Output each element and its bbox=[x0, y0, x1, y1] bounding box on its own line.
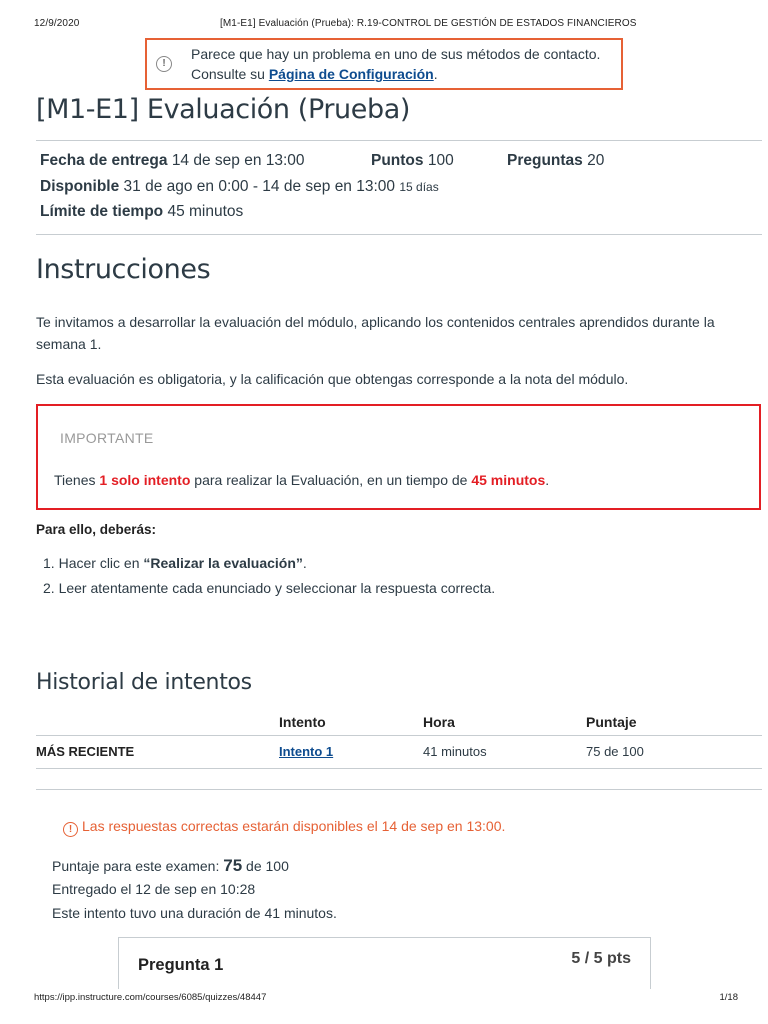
important-text-3: para realizar la Evaluación, en un tiempo de bbox=[190, 472, 472, 488]
step-item bbox=[43, 555, 495, 580]
divider bbox=[36, 789, 762, 790]
history-heading: Historial de intentos bbox=[36, 670, 252, 695]
contact-method-alert bbox=[145, 38, 623, 90]
exclamation-circle-icon: ! bbox=[156, 56, 172, 72]
questions-count bbox=[507, 152, 604, 170]
col-header-attempt: Intento bbox=[279, 714, 326, 730]
step-number: 1. bbox=[43, 555, 55, 571]
score-label: Puntaje para este examen: bbox=[52, 858, 224, 874]
attempt-duration: Este intento tuvo una duración de 41 minutos. bbox=[52, 905, 337, 921]
alert-text bbox=[191, 44, 611, 84]
table-divider bbox=[36, 768, 762, 769]
important-text bbox=[54, 472, 549, 488]
answers-availability-warning bbox=[63, 818, 505, 837]
important-title: IMPORTANTE bbox=[60, 430, 154, 446]
alert-text-after: . bbox=[433, 66, 438, 82]
divider bbox=[36, 234, 762, 235]
table-divider bbox=[36, 735, 762, 736]
attempt-link[interactable]: Intento 1 bbox=[279, 744, 334, 759]
score-total: de 100 bbox=[242, 858, 289, 874]
steps-heading: Para ello, deberás: bbox=[36, 522, 157, 537]
row-label: MÁS RECIENTE bbox=[36, 744, 135, 759]
availability-label: Disponible bbox=[40, 178, 120, 195]
submitted-at: Entregado el 12 de sep en 10:28 bbox=[52, 881, 256, 897]
questions-value: 20 bbox=[587, 152, 605, 169]
print-doc-title: [M1-E1] Evaluación (Prueba): R.19-CONTROL DE GESTIÓN DE ESTADOS FINANCIEROS bbox=[220, 18, 637, 29]
score-cell: 75 de 100 bbox=[586, 744, 644, 759]
settings-page-link[interactable]: Página de Configuración bbox=[268, 66, 434, 82]
step-text: Hacer clic en bbox=[58, 555, 144, 571]
alert-text-before: Parece que hay un problema en uno de sus métodos de contacto. Consulte su bbox=[191, 46, 601, 82]
question-points: 5 / 5 pts bbox=[571, 950, 631, 967]
step-number: 2. bbox=[43, 580, 55, 596]
points-value: 100 bbox=[427, 152, 454, 169]
warning-text: Las respuestas correctas estarán disponibles el 14 de sep en 13:00. bbox=[82, 818, 506, 834]
step-text: Leer atentamente cada enunciado y seleccionar la respuesta correcta. bbox=[58, 580, 496, 596]
instructions-heading: Instrucciones bbox=[36, 254, 211, 285]
step-emphasis: “Realizar la evaluación” bbox=[143, 555, 303, 571]
step-item bbox=[43, 580, 495, 605]
time-allowed: 45 minutos bbox=[471, 472, 546, 488]
due-date-value: 14 de sep en 13:00 bbox=[171, 152, 305, 169]
important-text-1: Tienes bbox=[54, 472, 100, 488]
question-card bbox=[118, 937, 651, 989]
availability bbox=[40, 178, 439, 196]
single-attempt: 1 solo intento bbox=[99, 472, 191, 488]
divider bbox=[36, 140, 762, 141]
attempt-cell bbox=[279, 744, 333, 759]
score-value: 75 bbox=[223, 856, 243, 875]
time-limit-label: Límite de tiempo bbox=[40, 203, 164, 220]
question-title: Pregunta 1 bbox=[138, 956, 224, 974]
important-text-5: . bbox=[545, 472, 550, 488]
time-cell: 41 minutos bbox=[423, 744, 487, 759]
points bbox=[371, 152, 454, 170]
instructions-paragraph-2: Esta evaluación es obligatoria, y la calificación que obtengas corresponde a la nota del módulo. bbox=[36, 371, 629, 387]
points-label: Puntos bbox=[371, 152, 424, 169]
steps-list bbox=[43, 555, 495, 605]
time-limit-value: 45 minutos bbox=[167, 203, 244, 220]
warning-icon: ! bbox=[63, 822, 78, 837]
instructions-paragraph-1: Te invitamos a desarrollar la evaluación del módulo, aplicando los contenidos centrales aprendidos durante la semana 1. bbox=[36, 314, 715, 352]
availability-value: 31 de ago en 0:00 - 14 de sep en 13:00 bbox=[123, 178, 396, 195]
print-url: https://ipp.instructure.com/courses/6085/quizzes/48447 bbox=[34, 992, 267, 1003]
col-header-time: Hora bbox=[423, 714, 455, 730]
print-date: 12/9/2020 bbox=[34, 18, 80, 29]
important-box bbox=[36, 404, 761, 510]
col-header-score: Puntaje bbox=[586, 714, 637, 730]
print-page-number: 1/18 bbox=[719, 992, 738, 1003]
time-limit bbox=[40, 203, 243, 221]
step-text-end: . bbox=[302, 555, 307, 571]
due-date-label: Fecha de entrega bbox=[40, 152, 168, 169]
due-date bbox=[40, 152, 305, 170]
availability-days: 15 días bbox=[399, 180, 439, 194]
page-title: [M1-E1] Evaluación (Prueba) bbox=[36, 94, 410, 125]
questions-label: Preguntas bbox=[507, 152, 583, 169]
quiz-score bbox=[52, 856, 289, 876]
